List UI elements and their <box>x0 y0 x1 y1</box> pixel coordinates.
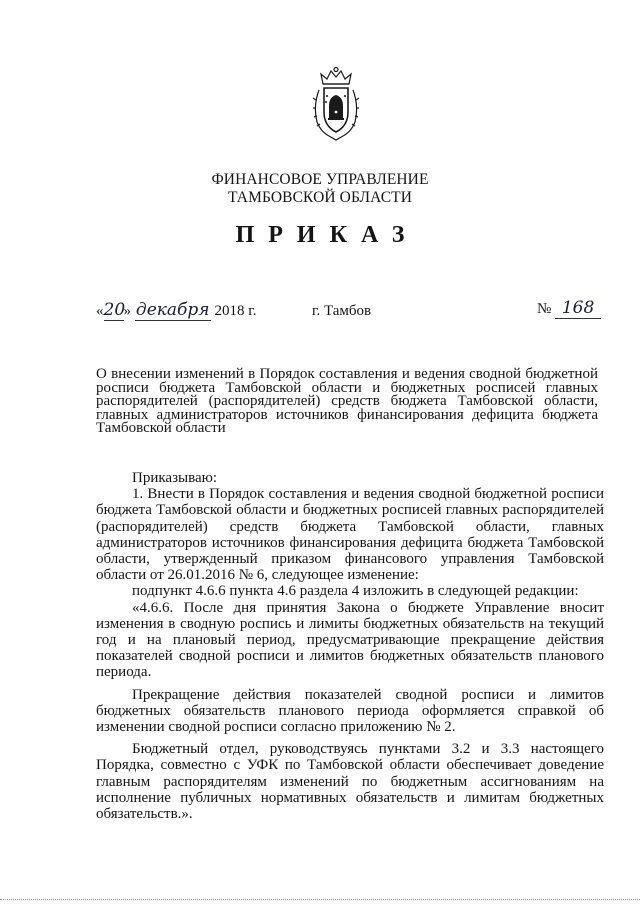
order-paragraph-3: «4.6.6. После дня принятия Закона о бюджете Управление вносит изменения в сводную роспись и лимиты бюджетных обязательств на текущий год и на плановый период, предусматривающие прекращение действия показателей сводной росписи и лимитов бюджетных обязательств планового периода. <box>96 599 604 681</box>
number-label: № <box>537 301 552 317</box>
handwritten-month: декабря <box>135 300 210 320</box>
document-subject: О внесении изменений в Порядок составления и ведения сводной бюджетной росписи бюджета Тамбовской области и бюджетных росписей главных распорядителей (распорядителей) средств бюджета Тамбовской области, главных администраторов источников финансирования дефицита бюджета Тамбовской области <box>96 366 598 436</box>
document-year: 2018 г. <box>214 303 257 319</box>
order-paragraph-5: Бюджетный отдел, руководствуясь пунктами 3.2 и 3.3 настоящего Порядка, совместно с УФК по Тамбовской области обеспечивает доведение главным распорядителям изменений по бюджетным ассигнованиям на исполнение публичных нормативных обязательств и лимитам бюджетных обязательств.». <box>96 741 604 823</box>
handwritten-day: 20 <box>103 300 126 320</box>
organization-name-line2: ТАМБОВСКОЙ ОБЛАСТИ <box>228 189 412 206</box>
close-quote: » <box>123 303 131 319</box>
page-bottom-rule <box>0 899 640 900</box>
document-number <box>537 298 601 319</box>
document-date <box>96 300 256 321</box>
order-paragraph-2: подпункт 4.6.6 пункта 4.6 раздела 4 изложить в следующей редакции: <box>132 583 579 600</box>
order-intro: Приказываю: <box>132 470 217 486</box>
organization-name-line1: ФИНАНСОВОЕ УПРАВЛЕНИЕ <box>211 171 429 188</box>
order-paragraph-1: 1. Внести в Порядок составления и ведения сводной бюджетной росписи бюджета Тамбовской области и бюджетных росписей главных распорядителей (распорядителей) средств бюджета Тамбовской области, главных администраторов источников финансирования дефицита бюджета Тамбовской области, утвержденный приказом финансового управления Тамбовской области от 26.01.2016 № 6, следующее изменение: <box>96 486 604 584</box>
coat-of-arms-emblem <box>311 66 361 142</box>
document-body <box>96 470 604 822</box>
document-city: г. Тамбов <box>312 303 372 319</box>
document-title: ПРИКАЗ <box>235 222 419 248</box>
order-paragraph-4: Прекращение действия показателей сводной росписи и лимитов бюджетных обязательств планового периода оформляется справкой об изменении сводной росписи согласно приложению № 2. <box>96 686 604 736</box>
open-quote: « <box>96 303 104 319</box>
handwritten-number: 168 <box>555 298 601 319</box>
